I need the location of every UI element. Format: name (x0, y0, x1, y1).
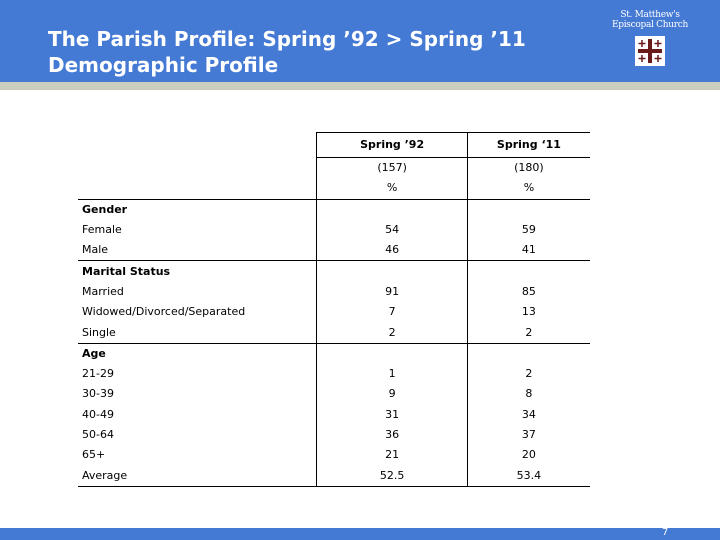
table-row: Widowed/Divorced/Separated 7 13 (78, 302, 590, 322)
column-header-spring-92: Spring ’92 (317, 133, 468, 158)
section-header-marital-status: Marital Status (78, 261, 590, 282)
jerusalem-cross-icon (635, 36, 665, 66)
slide-title (48, 26, 526, 78)
table-row: 30-39 9 8 (78, 384, 590, 404)
table-row: Average 52.5 53.4 (78, 465, 590, 486)
table-row: 21-29 1 2 (78, 364, 590, 384)
church-logo (600, 10, 700, 66)
table-row: Single 2 2 (78, 322, 590, 343)
unit-11: % (467, 178, 590, 199)
section-header-age: Age (78, 343, 590, 364)
column-header-spring-11: Spring ‘11 (467, 133, 590, 158)
table-row: Married 91 85 (78, 282, 590, 302)
demographic-table (78, 132, 590, 487)
table-header-row (78, 133, 590, 158)
table-row: 65+ 21 20 (78, 445, 590, 465)
page-number: 7 (662, 527, 669, 538)
section-header-gender: Gender (78, 199, 590, 220)
title-line-1: The Parish Profile: Spring ’92 > Spring ’11 (48, 27, 526, 51)
table-row: 40-49 31 34 (78, 405, 590, 425)
sample-size-11: (180) (467, 158, 590, 179)
unit-row (78, 178, 590, 199)
logo-name-line-2: Episcopal Church (612, 20, 688, 30)
table-row: 50-64 36 37 (78, 425, 590, 445)
title-line-2: Demographic Profile (48, 53, 279, 77)
sample-size-92: (157) (317, 158, 468, 179)
table-row: Male 46 41 (78, 240, 590, 261)
unit-92: % (317, 178, 468, 199)
table-row: Female 54 59 (78, 220, 590, 240)
sample-size-row (78, 158, 590, 179)
footer-bar (0, 528, 720, 540)
logo-name-line-1: St. Matthew's (620, 10, 680, 20)
header-divider (0, 82, 720, 90)
